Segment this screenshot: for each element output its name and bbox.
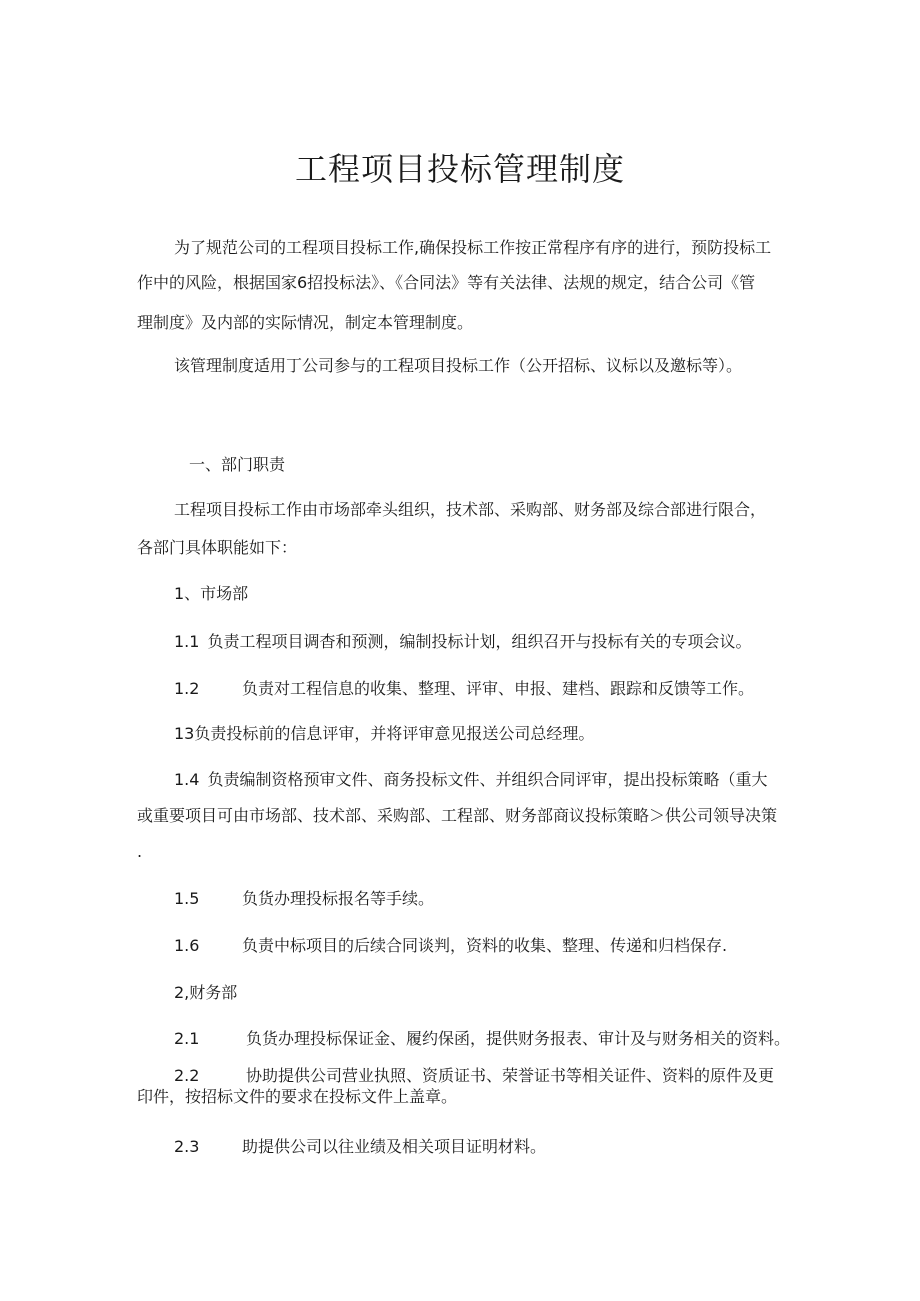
item-number: 1.5 (174, 889, 200, 908)
list-item (174, 632, 751, 652)
item-text: 负货办理投标保证金、履约保函，提供财务报表、审计及与财务相关的资料。 (246, 1029, 791, 1048)
item-text: 协助提供公司营业执照、资质证书、荣誉证书等相关证件、资料的原件及更 (246, 1066, 775, 1085)
list-item (174, 679, 754, 699)
list-item (174, 770, 767, 790)
item-text: 负责中标项目的后续合同谈判，资料的收集、整理、传递和归档保存. (242, 936, 728, 955)
list-item (174, 1029, 790, 1049)
item-number: 1.2 (174, 679, 200, 698)
item-number: 2.2 (174, 1066, 200, 1085)
list-item (174, 1066, 774, 1086)
item-number: 1.4 (174, 770, 200, 789)
intro-line-2: 作中的风险，根据国家6招投标法》、《合同法》等有关法律、法规的规定，结合公司《管 (137, 273, 756, 292)
section-heading-duties: 一、部门职责 (189, 455, 286, 474)
intro-line-3: 理制度》及内部的实际情况，制定本管理制度。 (137, 313, 474, 332)
item-text: 负责工程项目调杳和预测，编制投标计划，组织召开与投标有关的专项会议。 (207, 632, 752, 651)
item-number: 1.6 (174, 936, 200, 955)
list-item (174, 936, 727, 956)
list-item-continuation: . (137, 842, 143, 861)
subsection-heading-market: 1、市场部 (174, 584, 249, 603)
list-item (174, 889, 434, 909)
item-text: 助提供公司以往业绩及相关项目证明材料。 (242, 1137, 547, 1156)
item-text: 负责对工程信息的收集、整理、评审、申报、建档、跟踪和反馈等工作。 (242, 679, 755, 698)
list-item-continuation: 印件，按招标文件的要求在投标文件上盖章。 (137, 1087, 458, 1106)
scope-paragraph: 该管理制度适用丁公司参与的工程项目投标工作（公开招标、议标以及邀标等）。 (174, 356, 743, 375)
item-number: 2.3 (174, 1137, 200, 1156)
item-text: 负责投标前的信息评审，并将评审意见报送公司总经理。 (194, 724, 595, 743)
intro-line-1: 为了规范公司的工程项目投标工作,确保投标工作按正常程序有序的进行，预防投标工 (174, 238, 772, 257)
item-number: 1.1 (174, 632, 200, 651)
list-item (174, 724, 594, 744)
document-title: 工程项目投标管理制度 (294, 150, 625, 189)
list-item-continuation: 或重要项目可由市场部、技术部、采购部、工程部、财务部商议投标策略＞供公司领导决策 (137, 806, 778, 825)
item-text: 负货办理投标报名等手续。 (242, 889, 435, 908)
list-item (174, 1137, 546, 1157)
item-number: 13 (174, 724, 195, 743)
duties-intro-line-1: 工程项目投标工作由市场部牵头组织，技术部、采购部、财务部及综合部进行限合， (174, 500, 767, 519)
subsection-heading-finance: 2,财务部 (174, 983, 238, 1002)
duties-intro-line-2: 各部门具体职能如下： (137, 538, 298, 557)
item-text: 负责编制资格预审文件、商务投标文件、并组织合同评审，提出投标策略（重大 (207, 770, 768, 789)
item-number: 2.1 (174, 1029, 200, 1048)
